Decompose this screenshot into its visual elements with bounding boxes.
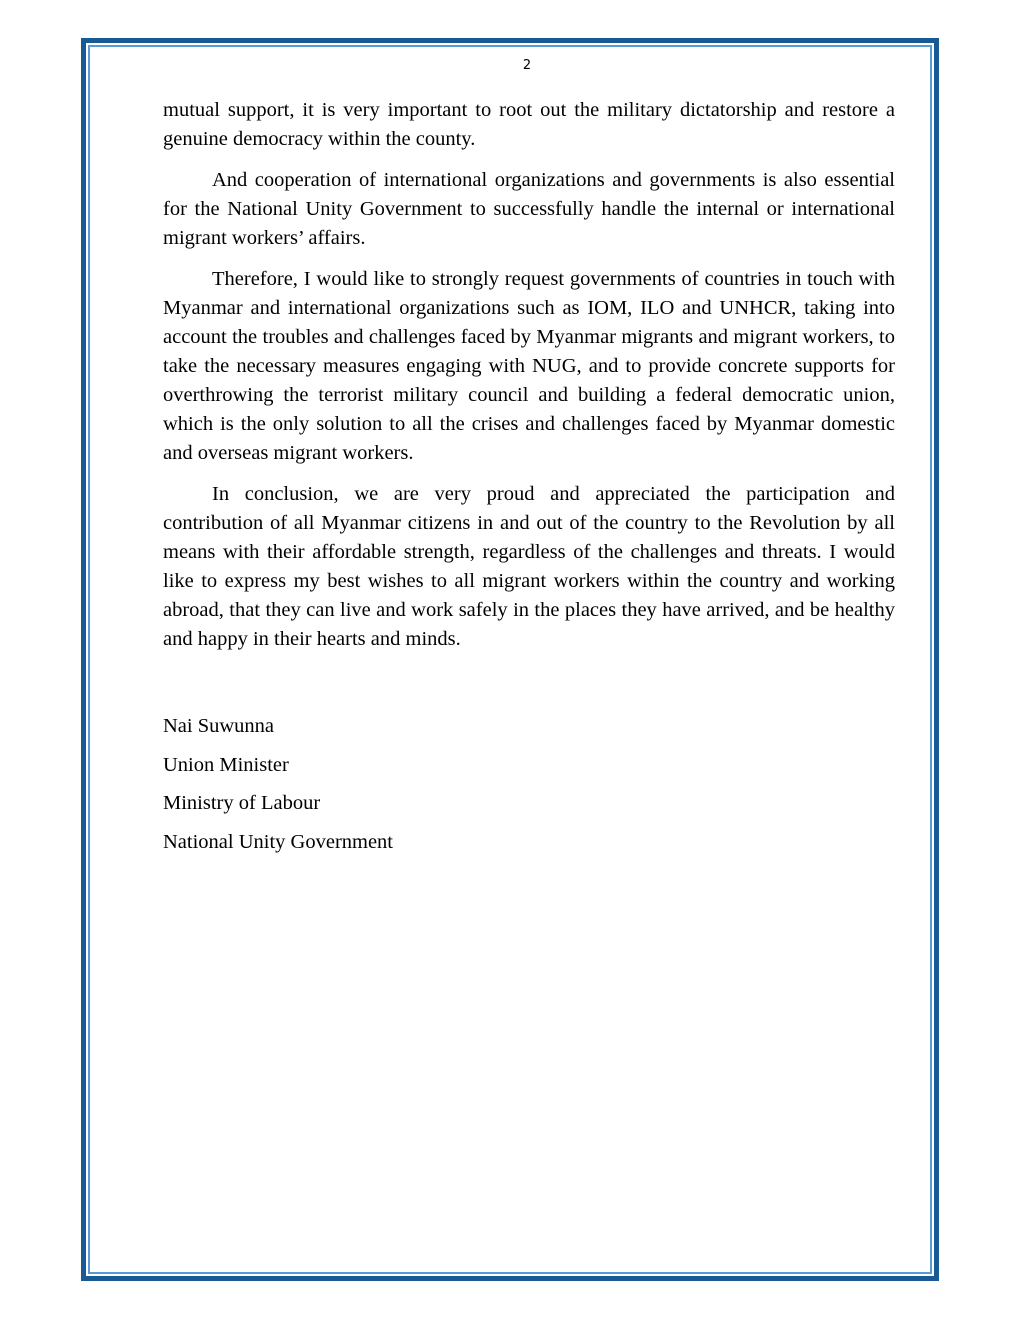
paragraph-4: In conclusion, we are very proud and appreciated the participation and contribution of all Myanmar citizens in and out of the country to the Revolution by all means with their affordable strength, regardless of the challenges and threats. I would like to express my best wishes to all migrant workers within the country and working abroad, that they can live and work safely in the places they have arrived, and be healthy and happy in their hearts and minds. (163, 483, 895, 650)
paragraph-3: Therefore, I would like to strongly request governments of countries in touch with Myanmar and international organizations such as IOM, ILO and UNHCR, taking into account the troubles and challenges faced by Myanmar migrants and migrant workers, to take the necessary measures engaging with NUG, and to provide concrete supports for overthrowing the terrorist military council and building a federal democratic union, which is the only solution to all the crises and challenges faced by Myanmar domestic and overseas migrant workers. (163, 268, 895, 464)
signatory-title: Union Minister (163, 753, 289, 776)
signatory-ministry: Ministry of Labour (163, 792, 321, 815)
paragraph-2: And cooperation of international organizations and governments is also essential for the National Unity Government to successfully handle the internal or international migrant workers’ affairs. (163, 169, 895, 249)
paragraph-1: mutual support, it is very important to root out the military dictatorship and restore a genuine democracy within the county. (163, 99, 895, 150)
document-body (163, 96, 895, 666)
page-number: 2 (522, 58, 532, 73)
signature-block (163, 712, 393, 867)
signatory-government: National Unity Government (163, 831, 394, 854)
signatory-name: Nai Suwunna (163, 715, 275, 737)
